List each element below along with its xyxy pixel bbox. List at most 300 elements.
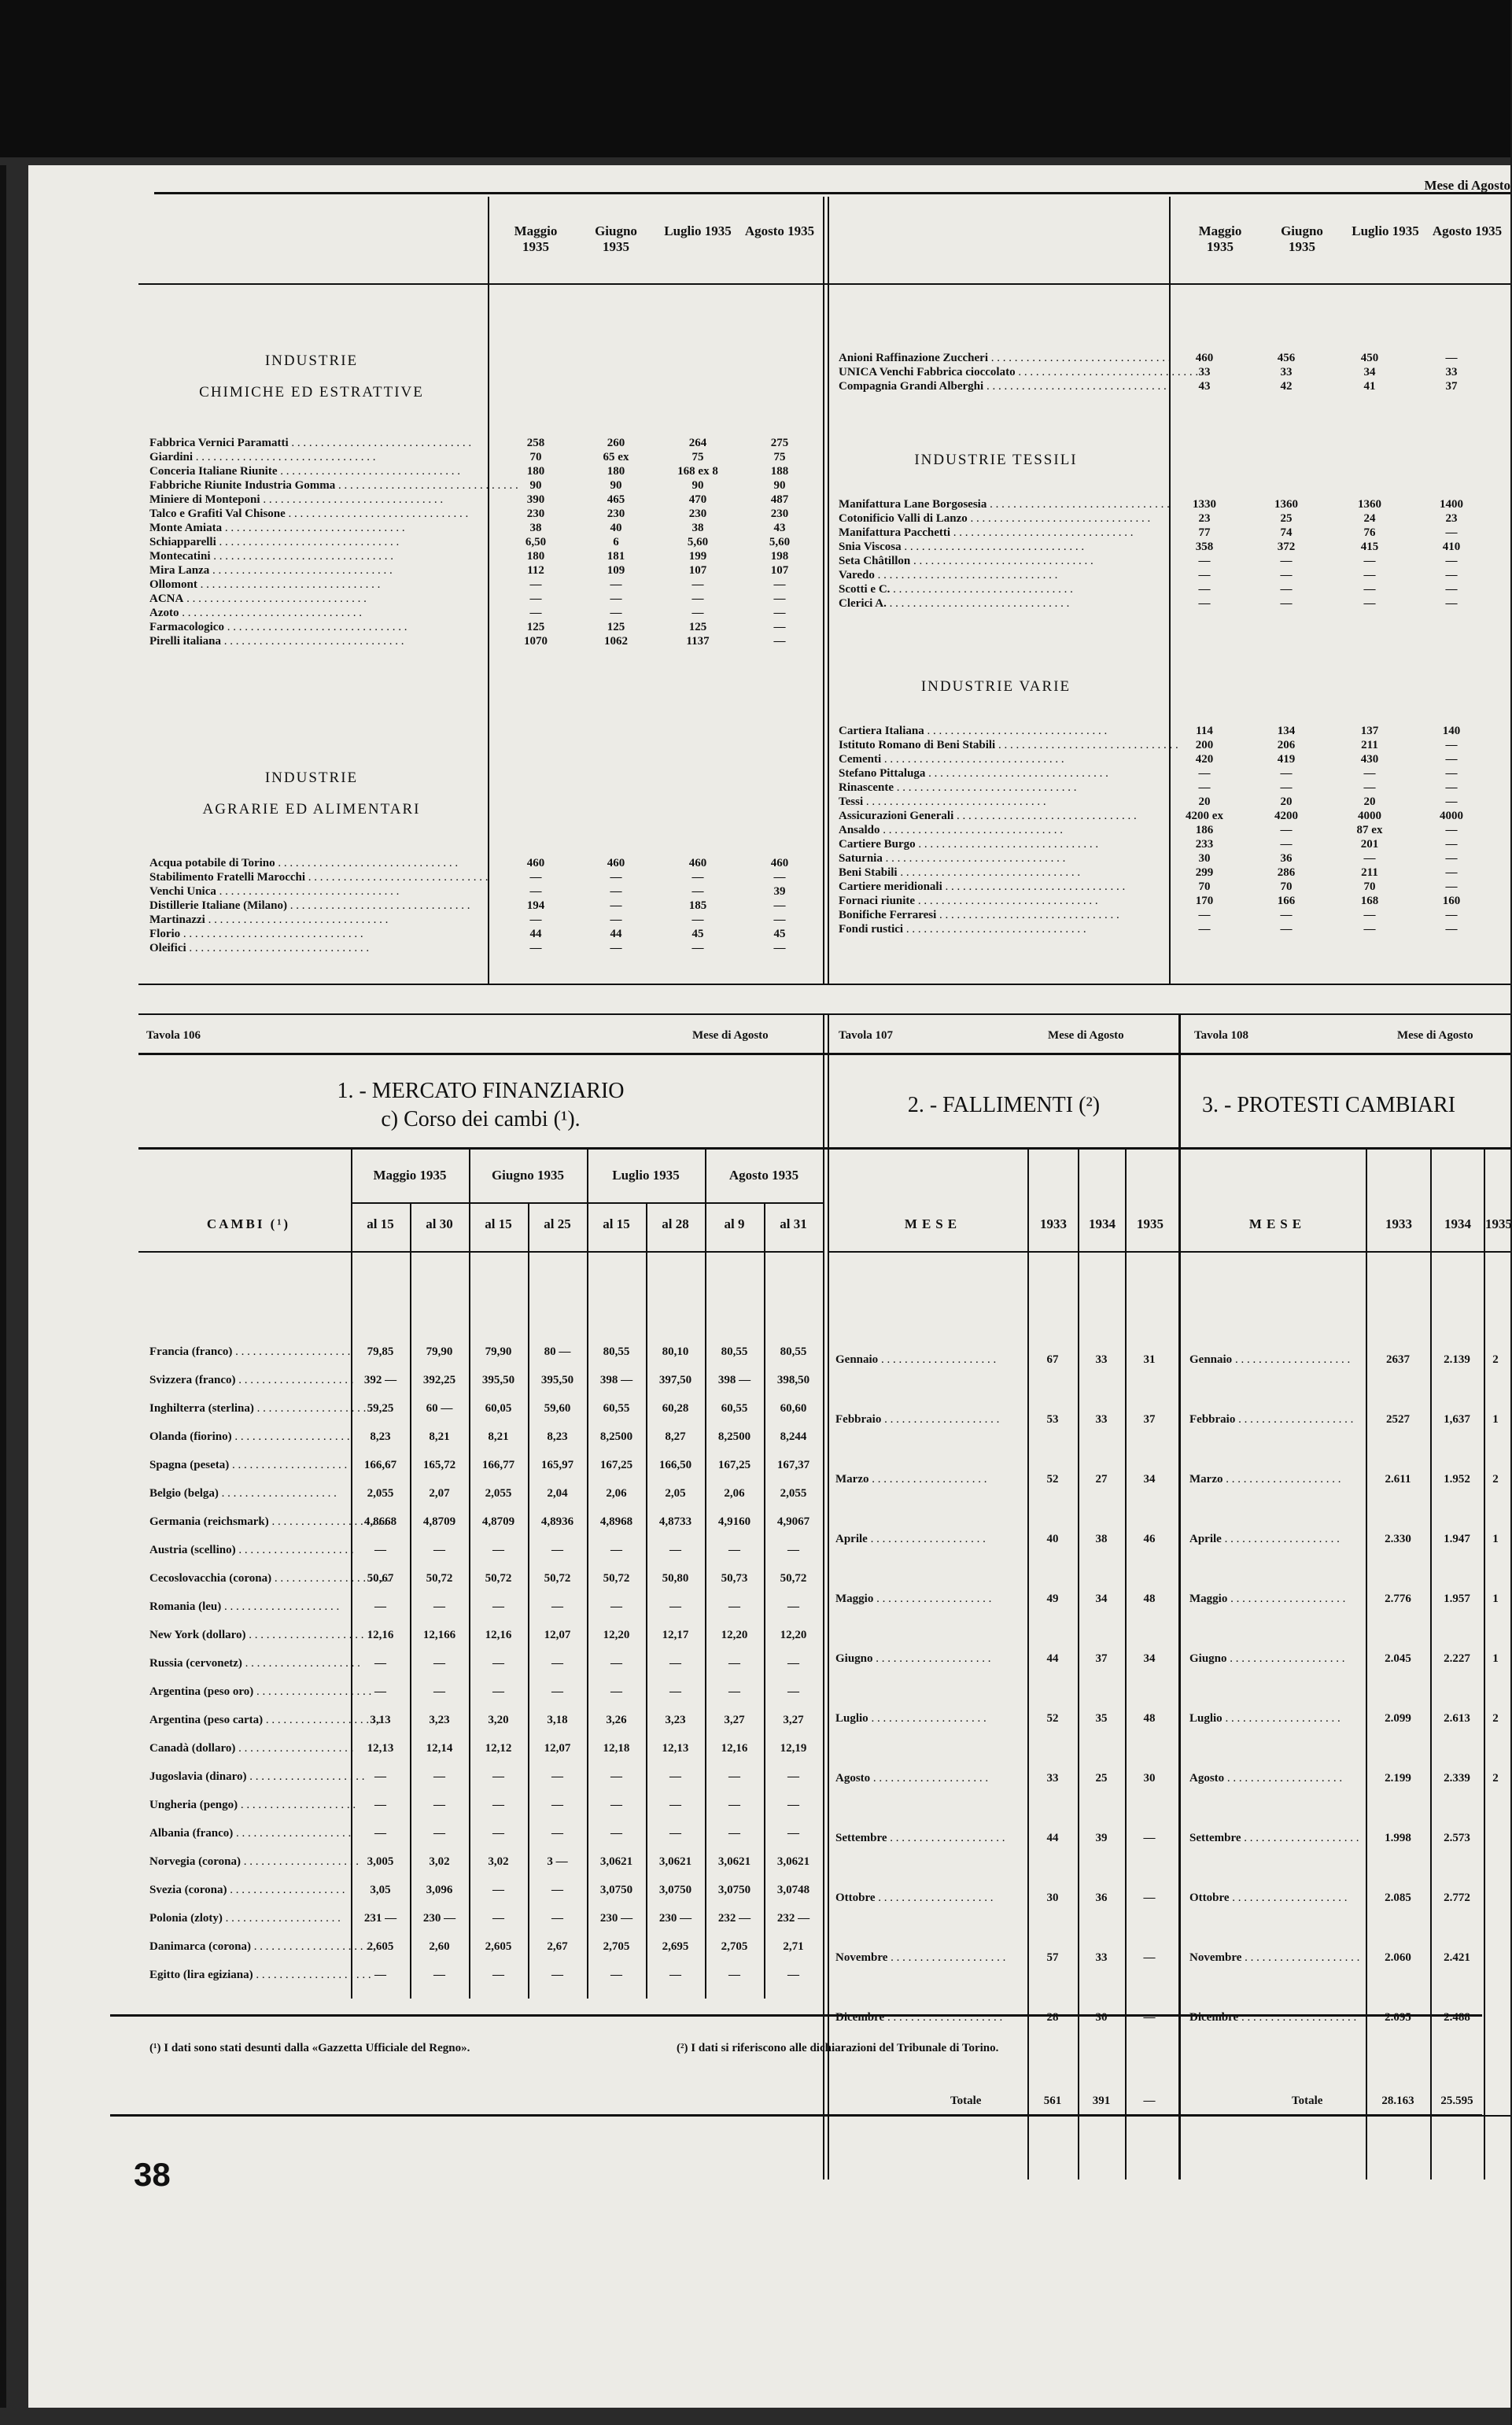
row-value: — — [551, 1770, 563, 1783]
grid-line — [1180, 1251, 1510, 1253]
table-row — [839, 908, 1510, 922]
row-value: — — [610, 942, 622, 954]
row-value: 52 — [1046, 1473, 1059, 1486]
row-label: Egitto (lira egiziana) . . . — [149, 1969, 346, 1982]
table-row — [149, 634, 818, 648]
row-label: Fornaci riunite . . . — [839, 894, 1161, 908]
row-value: — — [551, 1912, 563, 1925]
row-value: 487 — [770, 493, 789, 506]
row-label: Talco e Grafiti Val Chisone . . . — [149, 507, 492, 521]
row-value: 3,26 — [606, 1714, 627, 1726]
row-value: — — [1363, 923, 1376, 936]
row-value: — — [773, 942, 786, 954]
row-value: — — [433, 1969, 445, 1981]
row-value: 1.952 — [1444, 1473, 1470, 1486]
row-value: 12,18 — [603, 1742, 630, 1755]
col-header: Maggio 1935 — [1198, 223, 1242, 254]
table-row — [839, 596, 1510, 611]
tavola-label: Tavola 108 — [1194, 1029, 1249, 1042]
row-value: 2.139 — [1444, 1353, 1470, 1366]
row-value: — — [1280, 923, 1293, 936]
row-value: 167,25 — [599, 1459, 633, 1471]
row-label: Gennaio . . . — [835, 1353, 1021, 1367]
table-row — [149, 927, 818, 941]
row-value: 12,20 — [721, 1629, 748, 1641]
row-value: — — [551, 1799, 563, 1811]
row-value: 80,55 — [780, 1345, 807, 1358]
row-label: Novembre . . . — [835, 1951, 1021, 1965]
row-value: 2,04 — [547, 1487, 568, 1500]
row-value: — — [433, 1600, 445, 1613]
table-row — [839, 781, 1510, 795]
row-value: 37 — [1445, 380, 1458, 393]
row-value: 2 — [1492, 1473, 1499, 1486]
row-value: 8,27 — [665, 1430, 686, 1443]
table-row — [839, 894, 1510, 908]
col-header: 1933 — [1040, 1216, 1067, 1231]
upper-bottom-rule — [138, 984, 1510, 985]
row-value: 211 — [1361, 739, 1378, 751]
table-row — [839, 922, 1510, 936]
row-value: — — [773, 871, 786, 884]
row-value: 390 — [526, 493, 545, 506]
row-value: 2,06 — [724, 1487, 745, 1500]
col-header: Giugno 1935 — [1281, 223, 1323, 254]
row-value: 8,244 — [780, 1430, 807, 1443]
row-value: — — [691, 607, 704, 619]
row-value: 2.488 — [1444, 2011, 1470, 2024]
row-label: Ottobre . . . — [835, 1892, 1021, 1905]
row-label: Distillerie Italiane (Milano) . . . — [149, 899, 492, 913]
row-value: 3,23 — [429, 1714, 450, 1726]
row-value: — — [433, 1770, 445, 1783]
row-label: Aprile . . . — [835, 1533, 1021, 1546]
table-row — [839, 823, 1510, 837]
row-value: 40 — [1046, 1533, 1059, 1545]
bottom-divider-3 — [1178, 1015, 1181, 2180]
row-value: 2.085 — [1385, 1892, 1411, 1904]
row-value: — — [1445, 583, 1458, 596]
row-label: Novembre . . . — [1189, 1951, 1363, 1965]
scan-border-top — [0, 0, 1510, 181]
section-title: INDUSTRIE VARIE — [920, 678, 1071, 695]
heading: 2. - FALLIMENTI (²) — [907, 1093, 1101, 1117]
row-value: 2.099 — [1385, 1712, 1411, 1725]
row-label: Svezia (corona) . . . — [149, 1884, 346, 1897]
section-title: INDUSTRIE TESSILI — [914, 452, 1078, 468]
row-value: — — [773, 592, 786, 605]
row-value: 460 — [607, 857, 625, 869]
row-value: 43 — [1198, 380, 1211, 393]
table-row — [149, 507, 818, 521]
row-value: — — [374, 1600, 386, 1613]
row-label: Beni Stabili . . . — [839, 866, 1161, 880]
row-value: 198 — [770, 550, 789, 563]
col-header: Agosto 1935 — [1432, 223, 1503, 238]
row-value: 70 — [1198, 880, 1211, 893]
col-header: Maggio 1935 — [514, 223, 558, 254]
table-row — [149, 464, 818, 478]
row-value: — — [1143, 2011, 1156, 2024]
row-value: 42 — [1280, 380, 1293, 393]
row-value: 3,23 — [665, 1714, 686, 1726]
row-value: 2 — [1492, 1353, 1499, 1366]
row-value: — — [787, 1827, 799, 1840]
row-value: 2,055 — [485, 1487, 512, 1500]
row-value: 185 — [688, 899, 707, 912]
tavola-label: Tavola 107 — [839, 1029, 894, 1042]
row-value: 460 — [1195, 352, 1214, 364]
row-value: 166,50 — [658, 1459, 692, 1471]
row-value: 1 — [1492, 1413, 1499, 1426]
row-label: Fabbriche Riunite Industria Gomma . . . — [149, 478, 492, 493]
row-value: 90 — [610, 479, 622, 492]
row-value: — — [787, 1969, 799, 1981]
table-row — [149, 493, 818, 507]
row-value: 2,605 — [367, 1940, 394, 1953]
upper-divider-2 — [828, 197, 829, 984]
row-value: 168 — [1360, 895, 1379, 907]
row-value: 20 — [1363, 795, 1376, 808]
row-value: — — [1363, 583, 1376, 596]
row-value: 2.227 — [1444, 1652, 1470, 1665]
row-label: Canadà (dollaro) . . . — [149, 1742, 346, 1755]
row-value: 3,27 — [724, 1714, 745, 1726]
row-label: Gennaio . . . — [1189, 1353, 1363, 1367]
row-value: 3,18 — [547, 1714, 568, 1726]
row-value: — — [691, 885, 704, 898]
col-header: al 15 — [485, 1216, 512, 1231]
row-label: Maggio . . . — [835, 1593, 1021, 1606]
row-value: 23 — [1445, 512, 1458, 525]
row-value: 264 — [688, 437, 707, 449]
row-value: 38 — [529, 522, 542, 534]
row-value: 194 — [526, 899, 545, 912]
row-value: — — [433, 1827, 445, 1840]
total-label: Totale — [950, 2095, 982, 2107]
row-value: 165,72 — [422, 1459, 456, 1471]
row-value: 2.045 — [1385, 1652, 1411, 1665]
row-value: 90 — [529, 479, 542, 492]
row-value: — — [728, 1969, 740, 1981]
tavole-rule — [138, 1013, 1510, 1015]
row-label: Fondi rustici . . . — [839, 922, 1161, 936]
row-value: 45 — [773, 928, 786, 940]
row-value: 4000 — [1440, 810, 1463, 822]
row-value: 372 — [1277, 541, 1296, 553]
row-value: — — [728, 1799, 740, 1811]
row-label: Ansaldo . . . — [839, 823, 1161, 837]
row-value: 60,55 — [603, 1402, 630, 1415]
row-label: Florio . . . — [149, 927, 492, 941]
row-value: 1 — [1492, 1593, 1499, 1605]
row-value: — — [1445, 909, 1458, 921]
col-header: Luglio 1935 — [664, 223, 732, 238]
row-value: — — [669, 1770, 681, 1783]
row-value: 75 — [691, 451, 704, 463]
row-value: 2,605 — [485, 1940, 512, 1953]
row-value: 60,60 — [780, 1402, 807, 1415]
row-label: Saturnia . . . — [839, 851, 1161, 866]
row-value: — — [1363, 597, 1376, 610]
row-value: 74 — [1280, 526, 1293, 539]
row-value: — — [728, 1770, 740, 1783]
row-value: — — [551, 1884, 563, 1896]
row-value: 50,67 — [367, 1572, 394, 1585]
row-value: 211 — [1361, 866, 1378, 879]
row-label: Svizzera (franco) . . . — [149, 1374, 346, 1387]
tavole-rule-2 — [138, 1053, 1510, 1055]
row-value: 12,166 — [422, 1629, 456, 1641]
row-value: — — [773, 607, 786, 619]
row-value: — — [669, 1685, 681, 1698]
row-value: — — [610, 607, 622, 619]
row-value: 114 — [1196, 725, 1213, 737]
row-value: 358 — [1195, 541, 1214, 553]
row-value: — — [610, 885, 622, 898]
row-value: 4,9160 — [717, 1515, 751, 1528]
section-title: INDUSTRIE — [264, 770, 359, 786]
row-value: 52 — [1046, 1712, 1059, 1725]
row-value: 470 — [688, 493, 707, 506]
row-value: 3,0748 — [776, 1884, 810, 1896]
table-row — [149, 436, 818, 450]
row-value: 36 — [1095, 1892, 1108, 1904]
row-value: 75 — [773, 451, 786, 463]
row-value: 2,705 — [721, 1940, 748, 1953]
row-value: 5,60 — [687, 536, 709, 548]
table-row — [839, 837, 1510, 851]
row-value: 45 — [691, 928, 704, 940]
row-label: Manifattura Pacchetti . . . — [839, 526, 1161, 540]
col-header: 1933 — [1385, 1216, 1412, 1231]
row-value: 59,60 — [544, 1402, 571, 1415]
row-label: Conceria Italiane Riunite . . . — [149, 464, 492, 478]
col-header: CAMBI (¹) — [206, 1216, 291, 1231]
row-label: Bonifiche Ferraresi . . . — [839, 908, 1161, 922]
row-value: 8,23 — [370, 1430, 391, 1443]
row-value: — — [669, 1544, 681, 1556]
row-value: 4,8668 — [363, 1515, 397, 1528]
row-label: Cartiere Burgo . . . — [839, 837, 1161, 851]
row-label: Oleifici . . . — [149, 941, 492, 955]
row-value: — — [610, 592, 622, 605]
row-value: 200 — [1195, 739, 1214, 751]
row-label: Miniere di Monteponi . . . — [149, 493, 492, 507]
row-value: — — [610, 1827, 622, 1840]
row-label: Seta Châtillon . . . — [839, 554, 1161, 568]
row-value: 4,8709 — [422, 1515, 456, 1528]
row-value: 125 — [607, 621, 625, 633]
total-value: — — [1143, 2095, 1156, 2107]
row-value: 166,67 — [363, 1459, 397, 1471]
row-value: 50,80 — [662, 1572, 689, 1585]
row-value: 12,16 — [367, 1629, 394, 1641]
row-value: 44 — [1046, 1832, 1059, 1844]
col-header: al 30 — [426, 1216, 453, 1231]
row-value: — — [787, 1600, 799, 1613]
row-value: — — [1445, 923, 1458, 936]
grid-line — [646, 1202, 647, 1999]
row-value: 70 — [1280, 880, 1293, 893]
row-value: 33 — [1095, 1353, 1108, 1366]
row-value: 112 — [527, 564, 544, 577]
row-value: 230 — [688, 508, 707, 520]
row-value: — — [787, 1657, 799, 1670]
grid-line — [469, 1149, 470, 1999]
row-value: 12,17 — [662, 1629, 689, 1641]
table-row — [149, 870, 818, 884]
grid-line — [528, 1202, 529, 1999]
row-label: Cartiera Italiana . . . — [839, 724, 1161, 738]
row-value: 6 — [613, 536, 619, 548]
row-value: 34 — [1143, 1473, 1156, 1486]
upper-header-rule — [138, 283, 1510, 285]
row-label: Luglio . . . — [1189, 1712, 1363, 1726]
row-label: Febbraio . . . — [1189, 1413, 1363, 1427]
row-value: 2,60 — [429, 1940, 450, 1953]
row-value: 44 — [610, 928, 622, 940]
row-value: 37 — [1143, 1413, 1156, 1426]
row-value: 230 — [607, 508, 625, 520]
row-value: — — [787, 1770, 799, 1783]
row-value: 430 — [1360, 753, 1379, 766]
row-value: — — [551, 1685, 563, 1698]
row-value: 38 — [1095, 1533, 1108, 1545]
row-value: 109 — [607, 564, 625, 577]
row-value: 77 — [1198, 526, 1211, 539]
table-row — [839, 497, 1510, 511]
table-row — [149, 606, 818, 620]
col-header: Giugno 1935 — [595, 223, 637, 254]
row-value: 33 — [1198, 366, 1211, 378]
row-label: Rinascente . . . — [839, 781, 1161, 795]
row-value: 50,72 — [603, 1572, 630, 1585]
row-value: 12,07 — [544, 1742, 571, 1755]
row-label: Ollomont . . . — [149, 578, 492, 592]
table-row — [149, 884, 818, 899]
row-value: 2,67 — [547, 1940, 568, 1953]
col-header: al 15 — [367, 1216, 394, 1231]
bottom-divider-2 — [828, 1015, 829, 2180]
row-value: — — [691, 942, 704, 954]
row-value: 166,77 — [481, 1459, 515, 1471]
row-value: 460 — [688, 857, 707, 869]
row-value: — — [1363, 909, 1376, 921]
row-value: 258 — [526, 437, 545, 449]
row-label: Cementi . . . — [839, 752, 1161, 766]
table-row — [149, 592, 818, 606]
row-label: Agosto . . . — [1189, 1772, 1363, 1785]
row-value: — — [1198, 909, 1211, 921]
row-value: — — [773, 899, 786, 912]
total-value: 25.595 — [1440, 2095, 1473, 2107]
row-value: — — [433, 1685, 445, 1698]
table-row — [839, 554, 1510, 568]
row-value: 230 — [526, 508, 545, 520]
row-value: — — [669, 1799, 681, 1811]
row-value: 34 — [1143, 1652, 1156, 1665]
row-value: 80,55 — [721, 1345, 748, 1358]
row-value: — — [1198, 781, 1211, 794]
row-value: 12,19 — [780, 1742, 807, 1755]
total-label: Totale — [1292, 2095, 1323, 2107]
row-value: — — [529, 942, 542, 954]
row-value: 48 — [1143, 1712, 1156, 1725]
grid-line — [764, 1202, 765, 1999]
row-value: 60,05 — [485, 1402, 512, 1415]
row-value: 60,55 — [721, 1402, 748, 1415]
row-label: Stefano Pittaluga . . . — [839, 766, 1161, 781]
row-label: Marzo . . . — [1189, 1473, 1363, 1486]
row-value: 4200 — [1274, 810, 1298, 822]
col-header: al 25 — [544, 1216, 571, 1231]
row-value: 460 — [770, 857, 789, 869]
row-value: 12,13 — [662, 1742, 689, 1755]
row-value: 233 — [1195, 838, 1214, 851]
row-value: 420 — [1195, 753, 1214, 766]
row-label: Manifattura Lane Borgosesia . . . — [839, 497, 1161, 511]
row-value: — — [492, 1912, 504, 1925]
table-row — [149, 521, 818, 535]
row-value: 4,8968 — [599, 1515, 633, 1528]
row-value: 2 — [1492, 1712, 1499, 1725]
row-label: Acqua potabile di Torino . . . — [149, 856, 492, 870]
row-value: — — [669, 1600, 681, 1613]
row-value: 44 — [529, 928, 542, 940]
col-header: 1935 — [1485, 1216, 1512, 1231]
row-value: 2,05 — [665, 1487, 686, 1500]
tavola-month: Mese di Agosto — [1397, 1029, 1473, 1042]
row-label: Agosto . . . — [835, 1772, 1021, 1785]
row-label: Compagnia Grandi Alberghi . . . — [839, 379, 1161, 393]
row-value: 3,0621 — [776, 1855, 810, 1868]
row-value: 37 — [1095, 1652, 1108, 1665]
row-value: 34 — [1095, 1593, 1108, 1605]
row-label: Febbraio . . . — [835, 1413, 1021, 1427]
row-label: Maggio . . . — [1189, 1593, 1363, 1606]
row-value: 3,13 — [370, 1714, 391, 1726]
row-label: Tessi . . . — [839, 795, 1161, 809]
row-value: — — [433, 1657, 445, 1670]
footnote-band — [110, 2014, 1482, 2117]
row-value: 1330 — [1193, 498, 1216, 511]
row-value: 392,25 — [422, 1374, 456, 1386]
row-value: — — [610, 1600, 622, 1613]
table-row — [839, 752, 1510, 766]
row-value: — — [1143, 1832, 1156, 1844]
row-value: — — [1280, 781, 1293, 794]
row-label: Clerici A. . . . — [839, 596, 1161, 611]
col-header: MESE — [904, 1216, 962, 1231]
row-value: — — [1363, 781, 1376, 794]
row-value: 3,02 — [488, 1855, 509, 1868]
col-header: Luglio 1935 — [1352, 223, 1419, 238]
row-value: — — [529, 592, 542, 605]
row-value: — — [728, 1827, 740, 1840]
row-label: Venchi Unica . . . — [149, 884, 492, 899]
section-title: CHIMICHE ED ESTRATTIVE — [199, 384, 424, 400]
row-label: Cecoslovacchia (corona) . . . — [149, 1572, 346, 1585]
row-value: 33 — [1046, 1772, 1059, 1785]
row-value: — — [1363, 852, 1376, 865]
row-label: Monte Amiata . . . — [149, 521, 492, 535]
zuccheri-rows — [839, 351, 1510, 393]
row-value: 230 — — [422, 1912, 456, 1925]
row-value: — — [691, 592, 704, 605]
row-label: Albania (franco) . . . — [149, 1827, 346, 1840]
row-value: 2.330 — [1385, 1533, 1411, 1545]
